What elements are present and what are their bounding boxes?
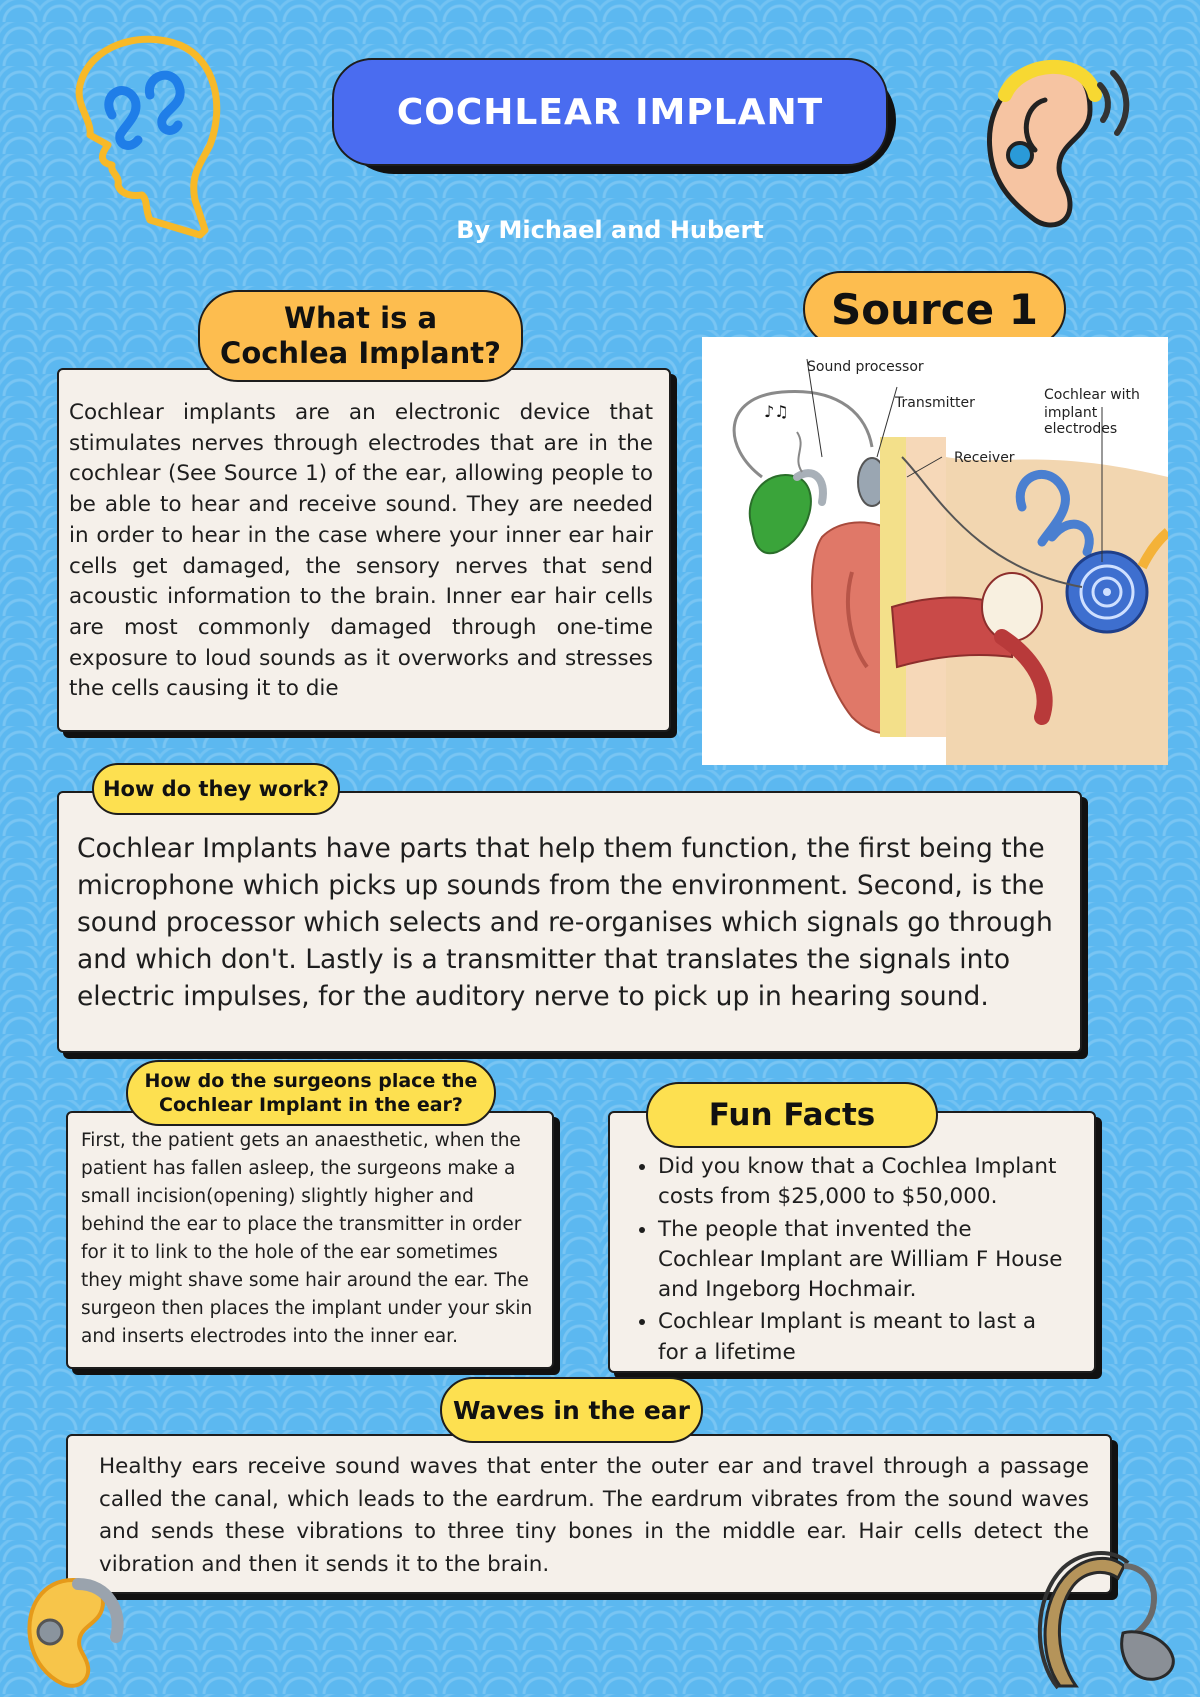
- hearing-aid-icon: [1018, 1538, 1183, 1697]
- waves-body: Healthy ears receive sound waves that enter the outer ear and travel through a passage called the canal, which leads to the eardrum. The eardrum vibrates from the sound waves and sends these vibrations to three tiny bones in the middle ear. Hair cells detect the vibration and then it sends it to the brain.: [99, 1454, 1089, 1578]
- fun-fact-item: • Did you know that a Cochlea Implant costs from $25,000 to $50,000.: [658, 1152, 1070, 1213]
- surgeons-heading: [126, 1060, 496, 1126]
- byline: By Michael and Hubert: [456, 216, 764, 244]
- label-receiver: Receiver: [954, 450, 1015, 466]
- waves-heading: Waves in the ear: [440, 1377, 703, 1443]
- fun-facts-heading: Fun Facts: [646, 1082, 938, 1148]
- label-cochlear-2: implant electrodes: [1044, 405, 1118, 437]
- fun-fact-item: • Cochlear Implant is meant to last a for a lifetime: [658, 1307, 1070, 1368]
- how-work-heading: How do they work?: [92, 763, 340, 815]
- surgeons-heading-line2: Cochlear Implant in the ear?: [159, 1094, 463, 1116]
- fun-facts-list: [630, 1152, 1070, 1370]
- source-heading: Source 1: [803, 271, 1066, 347]
- label-sound-processor: Sound processor: [807, 359, 924, 375]
- ear-icon: [18, 1572, 128, 1692]
- how-work-body: Cochlear Implants have parts that help them function, the first being the microphone which picks up sounds from the environment. Second, is the sound processor which selects and re-organises which signals go through and which don't. Lastly is a transmitter that translates the signals into electric impulses, for the auditory nerve to pick up in hearing sound.: [77, 833, 1053, 1012]
- svg-text:♪♫: ♪♫: [764, 402, 789, 421]
- fun-fact-item: • The people that invented the Cochlear Implant are William F House and Ingeborg Hochmair.: [658, 1215, 1070, 1306]
- label-cochlear-1: Cochlear with: [1044, 387, 1140, 403]
- head-ear-icon: [30, 25, 240, 255]
- what-is-body: Cochlear implants are an electronic device that stimulates nerves through electrodes that are in the cochlear (See Source 1) of the ear, allowing people to be able to hear and receive sound. They are needed in order to hear in the case where your inner ear hair cells get damaged, the sensory nerves that send acoustic information to the brain. Inner ear hair cells are most commonly damaged through one-time exposure to loud sounds as it overworks and stresses the cells causing it to die: [69, 400, 653, 702]
- page-title: COCHLEAR IMPLANT: [332, 58, 888, 166]
- source-diagram: [702, 337, 1168, 765]
- surgeons-body: First, the patient gets an anaesthetic, when the patient has fallen asleep, the surgeons make a small incision(opening) slightly higher and behind the ear to place the transmitter in order for it to link to the hole of the ear sometimes they might shave some hair around the ear. The surgeon then places the implant under your skin and inserts electrodes into the inner ear.: [81, 1130, 533, 1347]
- ear-implant-icon: [975, 55, 1140, 235]
- what-is-heading: What is a Cochlea Implant?: [198, 290, 523, 382]
- label-transmitter: Transmitter: [895, 395, 975, 411]
- surgeons-heading-line1: How do the surgeons place the: [144, 1070, 478, 1092]
